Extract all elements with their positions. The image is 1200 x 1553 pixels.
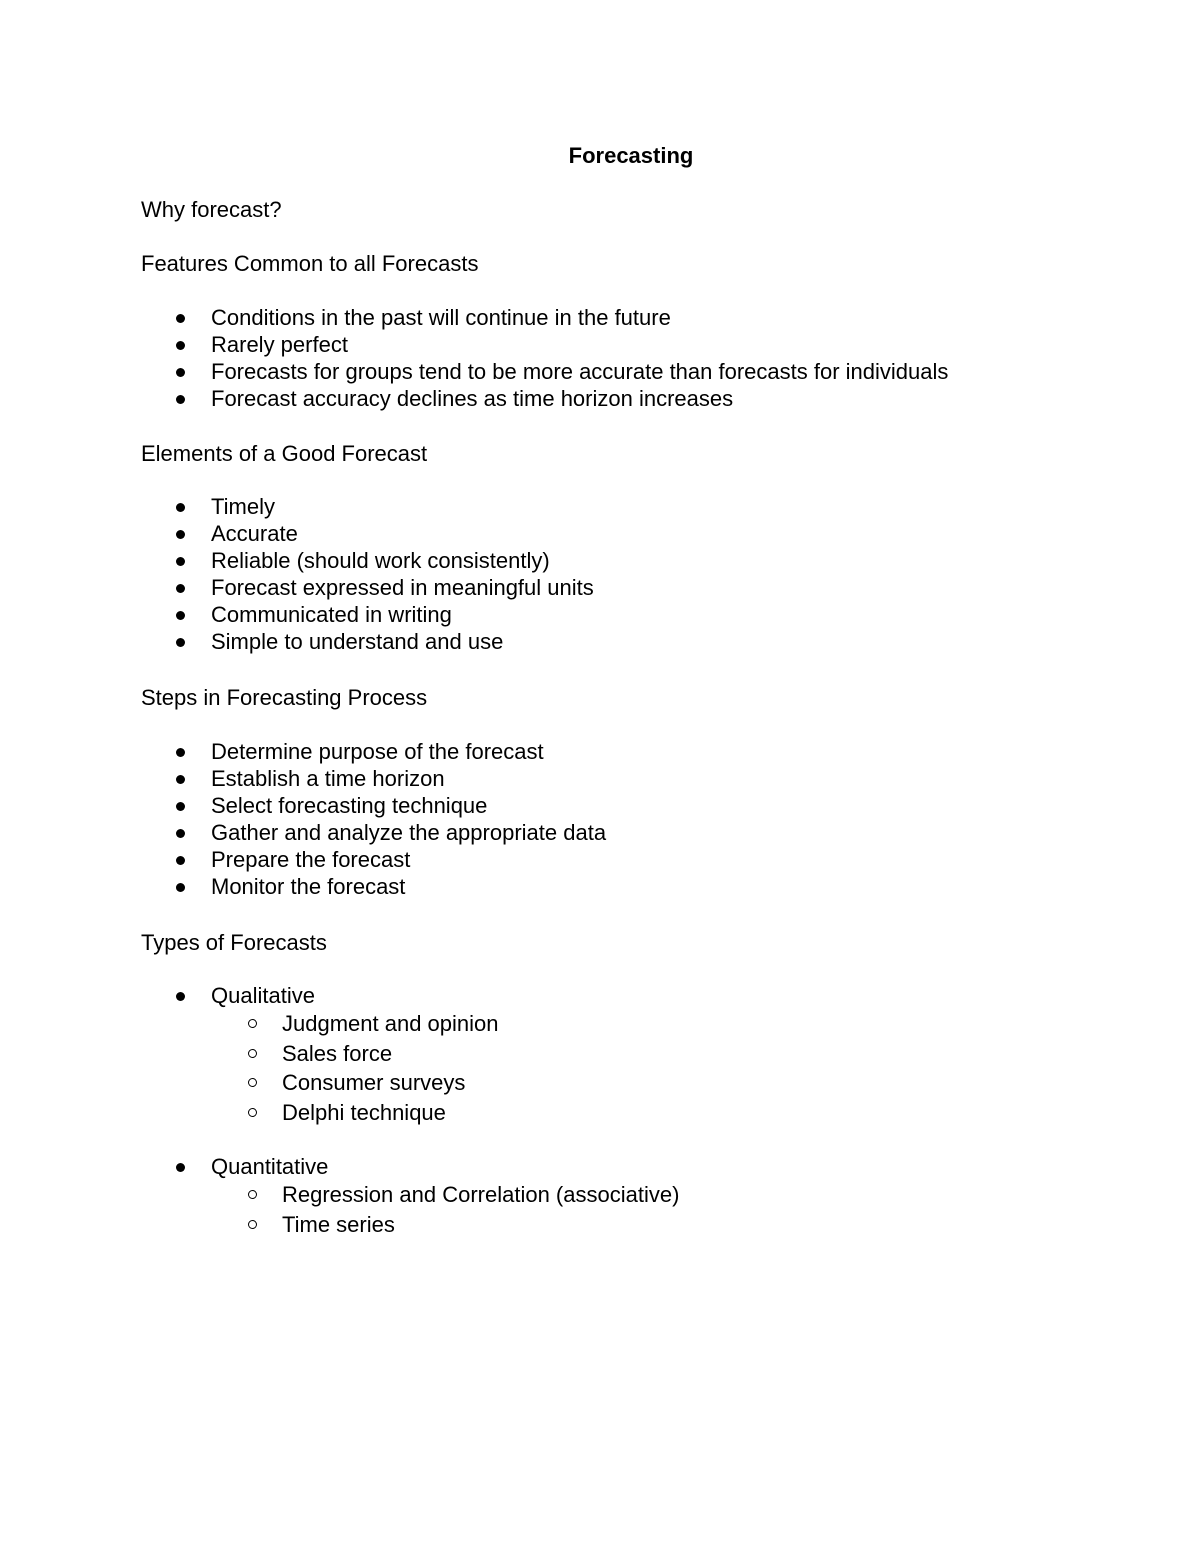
types-heading: Types of Forecasts <box>141 930 327 955</box>
list-item: Monitor the forecast <box>0 873 606 900</box>
bullet-icon <box>176 856 185 865</box>
bullet-icon <box>176 368 185 377</box>
sub-list-item: Consumer surveys <box>0 1068 315 1098</box>
steps-heading: Steps in Forecasting Process <box>141 685 428 710</box>
hollow-bullet-icon <box>248 1190 257 1199</box>
qualitative-list <box>0 982 499 1127</box>
sub-list-item: Sales force <box>0 1039 315 1069</box>
list-item: Conditions in the past will continue in the future <box>0 304 948 331</box>
list-item: Rarely perfect <box>0 331 948 358</box>
hollow-bullet-icon <box>248 1108 257 1117</box>
bullet-icon <box>176 611 185 620</box>
list-item: Determine purpose of the forecast <box>0 738 606 765</box>
bullet-icon <box>176 802 185 811</box>
bullet-icon <box>176 341 185 350</box>
quantitative-label: Quantitative <box>211 1154 329 1179</box>
list-item: Prepare the forecast <box>0 846 606 873</box>
bullet-icon <box>176 1163 185 1172</box>
list-item: Simple to understand and use <box>0 628 594 655</box>
bullet-icon <box>176 775 185 784</box>
bullet-icon <box>176 829 185 838</box>
list-item: Forecast accuracy declines as time horizon increases <box>0 385 948 412</box>
bullet-icon <box>176 314 185 323</box>
sub-list-item: Delphi technique <box>0 1098 315 1128</box>
qualitative-sublist <box>211 1009 499 1127</box>
elements-list <box>0 493 594 655</box>
list-item: Establish a time horizon <box>0 765 606 792</box>
sub-list-item: Time series <box>0 1210 468 1240</box>
hollow-bullet-icon <box>248 1019 257 1028</box>
list-item <box>0 1153 680 1239</box>
steps-list <box>0 738 606 900</box>
list-item: Communicated in writing <box>0 601 594 628</box>
hollow-bullet-icon <box>248 1220 257 1229</box>
page-title: Forecasting <box>568 143 694 168</box>
bullet-icon <box>176 503 185 512</box>
qualitative-label: Qualitative <box>211 983 315 1008</box>
sub-list-item: Judgment and opinion <box>0 1009 315 1039</box>
bullet-icon <box>176 530 185 539</box>
bullet-icon <box>176 557 185 566</box>
list-item: Forecasts for groups tend to be more accurate than forecasts for individuals <box>0 358 948 385</box>
list-item: Gather and analyze the appropriate data <box>0 819 606 846</box>
hollow-bullet-icon <box>248 1049 257 1058</box>
bullet-icon <box>176 883 185 892</box>
elements-heading: Elements of a Good Forecast <box>141 441 428 466</box>
bullet-icon <box>176 748 185 757</box>
list-item <box>0 982 499 1127</box>
bullet-icon <box>176 638 185 647</box>
list-item: Timely <box>0 493 594 520</box>
list-item: Accurate <box>0 520 594 547</box>
list-item: Reliable (should work consistently) <box>0 547 594 574</box>
hollow-bullet-icon <box>248 1078 257 1087</box>
bullet-icon <box>176 992 185 1001</box>
list-item: Forecast expressed in meaningful units <box>0 574 594 601</box>
bullet-icon <box>176 395 185 404</box>
why-forecast-heading: Why forecast? <box>141 197 282 222</box>
bullet-icon <box>176 584 185 593</box>
list-item: Select forecasting technique <box>0 792 606 819</box>
quantitative-sublist <box>211 1180 680 1239</box>
features-list <box>0 304 948 412</box>
features-heading: Features Common to all Forecasts <box>141 251 479 276</box>
quantitative-list <box>0 1153 680 1239</box>
sub-list-item: Regression and Correlation (associative) <box>0 1180 468 1210</box>
